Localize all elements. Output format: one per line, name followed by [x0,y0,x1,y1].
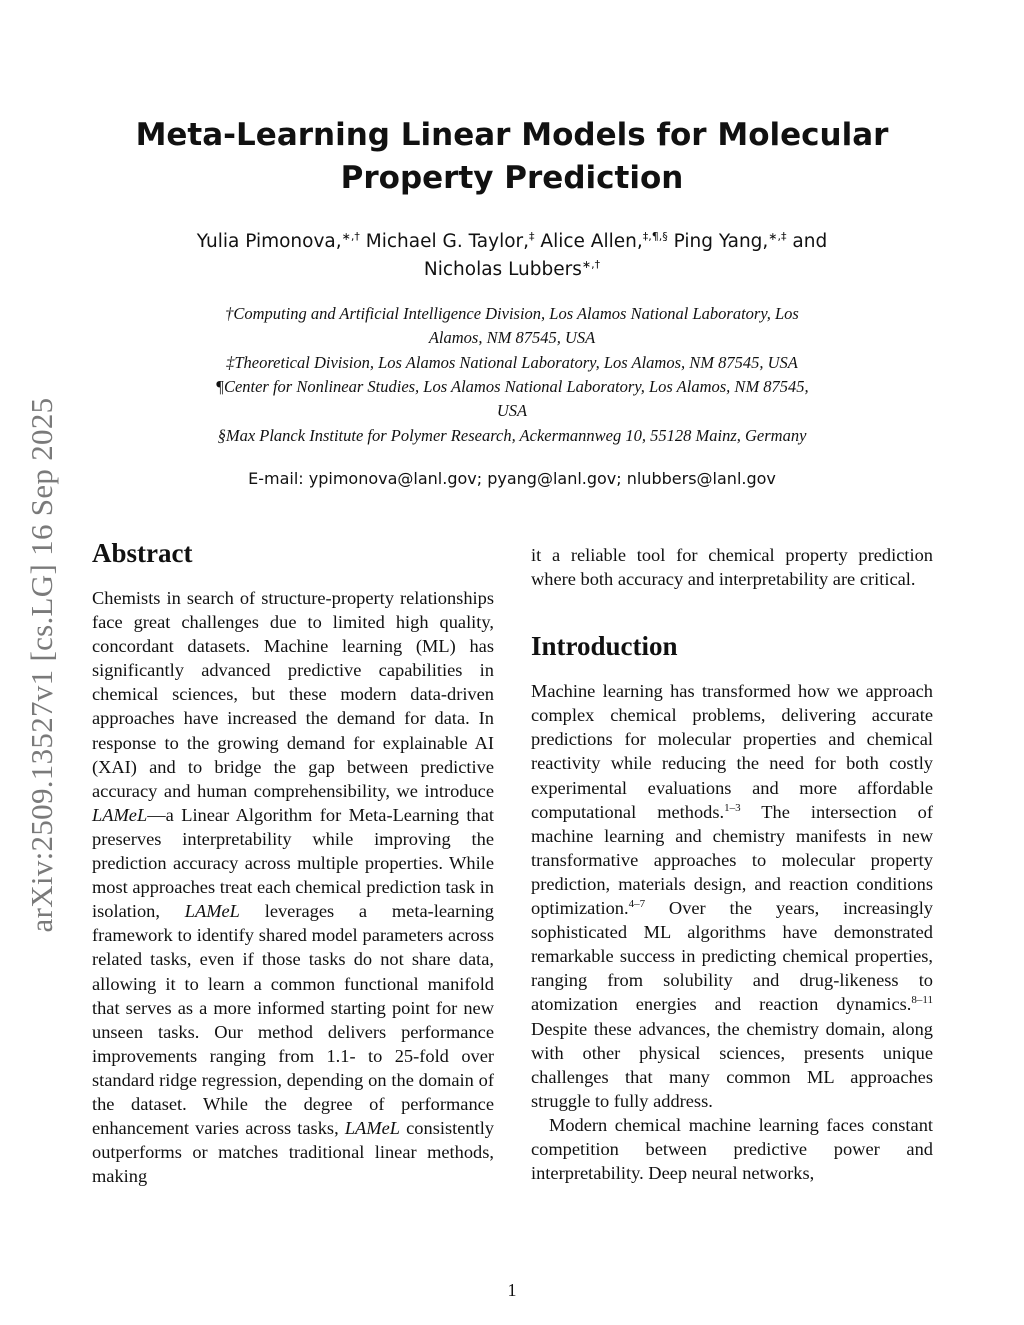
citation-ref: 4–7 [628,897,646,910]
introduction-paragraph-1 [531,679,933,1113]
author-lubbers: Nicholas Lubbers [423,259,582,280]
method-name: LAMeL [92,804,148,825]
affiliation-cnls [120,375,904,423]
author-line-2 [110,256,914,284]
author-taylor-marks: ‡ [529,229,535,243]
author-allen-marks: ‡,¶,§ [642,229,668,243]
method-name: LAMeL [184,901,240,922]
intro-text-part-2: The intersection of machine learning and chemistry manifests in new transformative approaches to molecular property prediction, materials design, and reaction conditions optimization. [531,801,933,919]
introduction-paragraph-2: Modern chemical machine learning faces constant competition between predictive power and interpretability. Deep neural networks, [531,1114,933,1184]
author-yang: Ping Yang, [667,231,769,252]
author-line-1 [110,228,914,256]
author-pimonova-marks: ∗,† [341,229,360,243]
affiliation-computing-line-2: Alamos, NM 87545, USA [428,328,596,347]
abstract-text [92,586,494,1188]
introduction-heading: Introduction [531,631,678,662]
author-pimonova: Yulia Pimonova, [196,231,342,252]
abstract-text-part-4: consistently outperforms or matches traditional linear methods, making [92,1118,494,1187]
arxiv-identifier-stamp: arXiv:2509.13527v1 [cs.LG] 16 Sep 2025 [24,397,59,933]
author-yang-marks: ∗,‡ [768,229,787,243]
affiliation-computing-line-1: †Computing and Artificial Intelligence Division, Los Alamos National Laboratory, Los [225,304,799,323]
affiliation-computing [120,302,904,350]
title-line-1: Meta-Learning Linear Models for Molecular [135,117,889,153]
abstract-heading: Abstract [92,538,193,568]
intro-text-part-4: Despite these advances, the chemistry domain, along with other physical sciences, presents unique challenges that many common ML approaches struggle to fully address. [531,1018,933,1111]
paper-title [100,114,924,200]
affiliation-theoretical: ‡Theoretical Division, Los Alamos National Laboratory, Los Alamos, NM 87545, USA [226,353,798,372]
abstract-text-part-2: —a Linear Algorithm for Meta-Learning that preserves interpretability while improving the prediction accuracy across multiple properties. While most approaches treat each chemical prediction task in isolation, [92,804,494,922]
abstract-text-part-3: leverages a meta-learning framework to identify shared model parameters across related tasks, even if those tasks do not share data, allowing it to learn a common functional manifold that serves as a more informed starting point for new unseen tasks. Our method delivers performance improvements ranging from 1.1- to 25-fold over standard ridge regression, depending on the domain of the dataset. While the degree of performance enhancement varies across tasks, [92,901,494,1139]
affiliation-cnls-line-1: ¶Center for Nonlinear Studies, Los Alamos National Laboratory, Los Alamos, NM 87545, [215,377,809,396]
abstract-section [92,536,494,1188]
contact-email: E-mail: ypimonova@lanl.gov; pyang@lanl.gov; nlubbers@lanl.gov [248,469,776,488]
citation-ref: 8–11 [911,994,933,1007]
page-number: 1 [507,1280,517,1300]
author-and: and [786,231,828,252]
abstract-continuation: it a reliable tool for chemical property prediction where both accuracy and interpretability are critical. [531,545,933,590]
author-taylor: Michael G. Taylor, [359,231,530,252]
affiliation-cnls-line-2: USA [496,401,528,420]
affiliation-max-planck: §Max Planck Institute for Polymer Research, Ackermannweg 10, 55128 Mainz, Germany [217,426,807,445]
intro-text-part-1: Machine learning has transformed how we approach complex chemical problems, delivering accurate predictions for molecular properties and chemical reactivity while reducing the need for both costly experimental evaluations and more affordable computational methods. [531,681,933,822]
right-column [531,543,933,1185]
author-allen: Alice Allen, [534,231,643,252]
abstract-text-part-1: Chemists in search of structure-property relationships face great challenges due to limited high quality, concordant datasets. Machine learning (ML) has significantly advanced predictive capabilities in chemical sciences, but these modern data-driven approaches have increased the demand for data. In response to the growing demand for explainable AI (XAI) and to bridge the gap between predictive accuracy and human comprehensibility, we introduce [92,588,494,801]
intro-text-part-3: Over the years, increasingly sophisticated ML algorithms have demonstrated remarkable success in predicting chemical properties, ranging from solubility and drug-likeness to atomization energies and reaction dynamics. [531,898,933,1015]
author-list [110,228,914,284]
citation-ref: 1–3 [724,801,741,814]
title-line-2: Property Prediction [340,160,684,196]
method-name: LAMeL [344,1118,400,1139]
author-lubbers-marks: ∗,† [581,257,601,271]
